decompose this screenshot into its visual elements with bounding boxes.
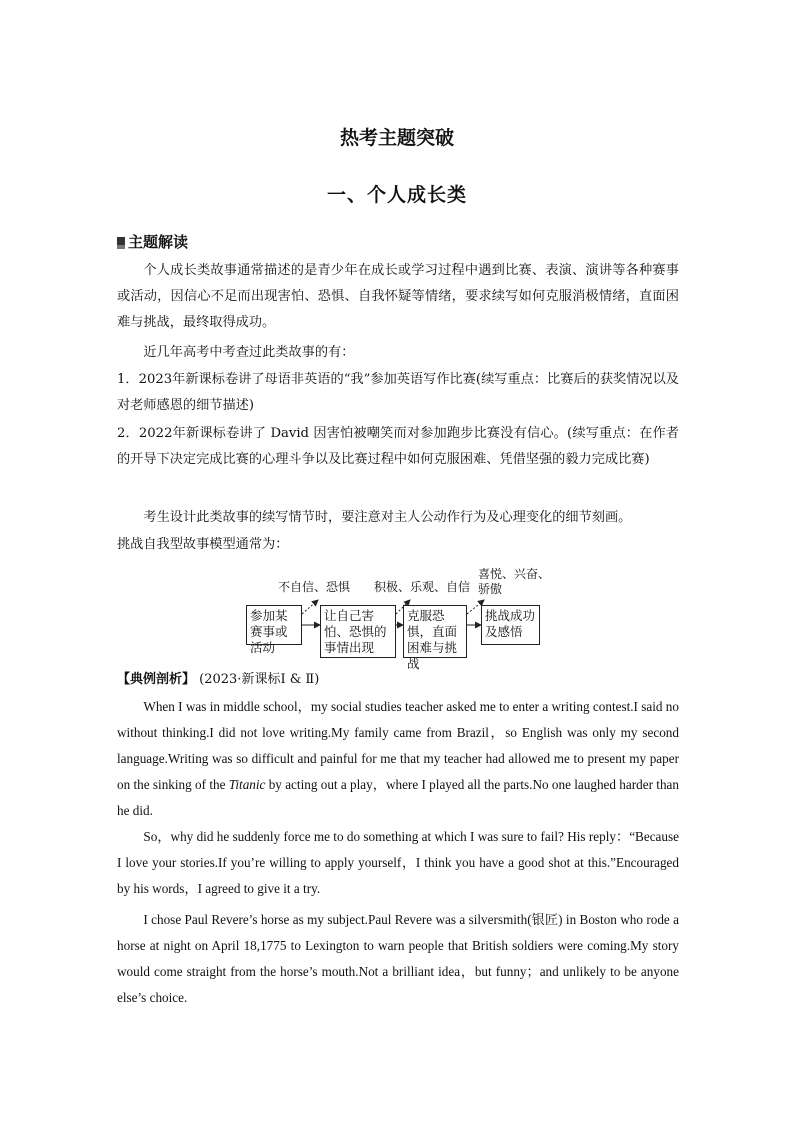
theme-heading-text: 主题解读 bbox=[128, 233, 189, 251]
example-label: 【典例剖析】 bbox=[117, 672, 196, 687]
p1-italic-title: Titanic bbox=[228, 777, 266, 792]
p1-part-1: When I was in middle school，my social studies teacher asked me to enter a writing contest.I said no without thinking.I did not love writing.My family came from Brazil，so English was only my second language.Writing was so difficult and painful for me that my teacher had allowed me to present my paper on the sinking of the bbox=[117, 699, 679, 792]
step-box-1: 参加某赛事或活动 bbox=[246, 605, 302, 645]
advice-paragraph: 考生设计此类故事的续写情节时，要注意对主人公动作行为及心理变化的细节刻画。 bbox=[143, 510, 632, 525]
exam-item-1: 1．2023年新课标卷讲了母语非英语的“我”参加英语写作比赛(续写重点：比赛后的获奖情况以及对老师感恩的细节描述) bbox=[117, 372, 679, 413]
p1-part-2: by acting out a play，where I played all the parts.No one laughed harder than he did. bbox=[117, 777, 679, 818]
step-box-2: 让自己害怕、恐惧的事情出现 bbox=[320, 605, 396, 658]
example-source: (2023·新课标Ⅰ & Ⅱ) bbox=[199, 672, 320, 687]
emotion-arrow-1 bbox=[302, 600, 318, 614]
emotion-label-3: 喜悦、兴奋、骄傲 bbox=[478, 567, 551, 596]
step-box-4: 挑战成功及感悟 bbox=[481, 605, 540, 645]
step-box-3: 克服恐惧，直面困难与挑战 bbox=[403, 605, 467, 658]
exam-intro: 近几年高考中考查过此类故事的有： bbox=[143, 345, 355, 360]
intro-paragraph: 个人成长类故事通常描述的是青少年在成长或学习过程中遇到比赛、表演、演讲等各种赛事或活动，因信心不足而出现害怕、恐惧、自我怀疑等情绪，要求续写如何克服消极情绪，直面困难与挑战，最终取得成功。 bbox=[117, 263, 679, 330]
emotion-label-1: 不自信、恐惧 bbox=[278, 580, 351, 594]
example-paragraph-1 bbox=[117, 694, 679, 824]
exam-item-2: 2．2022年新课标卷讲了 David 因害怕被嘲笑而对参加跑步比赛没有信心。(续写重点：在作者的开导下决定完成比赛的心理斗争以及比赛过程中如何克服困难、凭借坚强的毅力完成比赛) bbox=[117, 426, 679, 467]
page-title: 热考主题突破 bbox=[339, 127, 454, 149]
section-title: 一、个人成长类 bbox=[326, 184, 467, 206]
example-paragraph-2: So，why did he suddenly force me to do something at which I was sure to fail? His reply：“Because I love your stories.If you’re willing to apply yourself，I think you have a good shot at this.”Encouraged by his words，I agreed to give it a try. bbox=[117, 829, 679, 896]
example-paragraph-3: I chose Paul Revere’s horse as my subject.Paul Revere was a silversmith(银匠) in Boston who rode a horse at night on April 18,1775 to Lexington to warn people that British soldiers were coming.My story would come straight from the horse’s mouth.Not a brilliant idea，but funny；and unlikely to be anyone else’s choice. bbox=[117, 912, 679, 1005]
model-intro: 挑战自我型故事模型通常为： bbox=[117, 537, 289, 552]
example-heading bbox=[117, 668, 319, 687]
emotion-label-2: 积极、乐观、自信 bbox=[374, 580, 471, 594]
